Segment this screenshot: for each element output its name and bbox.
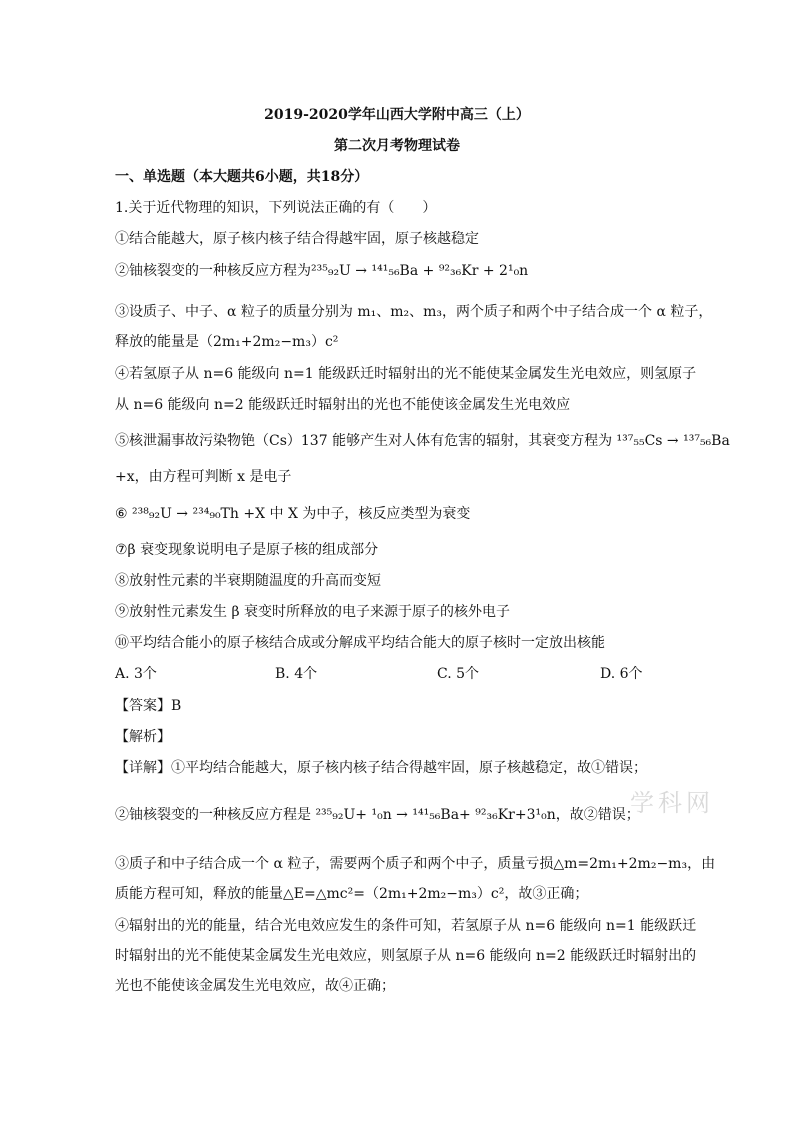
statement-2: [115, 262, 695, 280]
section-heading: 一、单选题（本大题共6小题，共18分）: [115, 169, 369, 185]
detail-3-line-a: ③质子和中子结合成一个 α 粒子，需要两个质子和两个中子，质量亏损△m=2m₁+2m₂−m₃，由: [115, 856, 716, 872]
option-b: B. 4个: [275, 666, 318, 682]
statement-10: ⑩平均结合能小的原子核结合成或分解成平均结合能大的原子核时一定放出核能: [115, 635, 605, 651]
statement-3-line-a: ③设质子、中子、α 粒子的质量分别为 m₁、m₂、m₃，两个质子和两个中子结合成一个 α 粒子，: [115, 304, 713, 320]
detail-3-line-b: 质能方程可知，释放的能量△E=△mc²=（2m₁+2m₂−m₃）c²，故③正确；: [115, 886, 589, 902]
question-stem: 1.关于近代物理的知识，下列说法正确的有（ ）: [115, 200, 437, 216]
watermark: 学科网: [630, 789, 714, 817]
statement-6: ⑥ ²³⁸₉₂U → ²³⁴₉₀Th +X 中 X 为中子，核反应类型为衰变: [115, 506, 471, 522]
detail-4-line-a: ④辐射出的光的能量，结合光电效应发生的条件可知，若氢原子从 n=6 能级向 n=1 能级跃迁: [115, 918, 697, 934]
exam-title-line2: 第二次月考物理试卷: [334, 138, 460, 154]
exam-title-line1: 2019-2020学年山西大学附中高三（上）: [264, 107, 530, 123]
statement-8: ⑧放射性元素的半衰期随温度的升高而变短: [115, 573, 381, 589]
statement-5-line-a: ⑤核泄漏事故污染物铯（Cs）137 能够产生对人体有危害的辐射，其衰变方程为 ¹³⁷₅₅Cs → ¹³⁷₅₆Ba: [115, 433, 730, 449]
statement-3-line-b: 释放的能量是（2m₁+2m₂−m₃）c²: [115, 334, 339, 350]
statement-5-line-b: +x，由方程可判断 x 是电子: [115, 469, 292, 485]
detail-4-line-c: 光也不能使该金属发生光电效应，故④正确；: [115, 978, 395, 994]
statement-4-line-a: ④若氢原子从 n=6 能级向 n=1 能级跃迁时辐射出的光不能使某金属发生光电效应，则氢原子: [115, 366, 697, 382]
answer-label: 【答案】B: [115, 698, 182, 714]
statement-2-text: ②铀核裂变的一种核反应方程为: [115, 263, 311, 279]
option-a: A. 3个: [115, 666, 157, 682]
option-c: C. 5个: [437, 666, 480, 682]
statement-4-line-b: 从 n=6 能级向 n=2 能级跃迁时辐射出的光也不能使该金属发生光电效应: [115, 397, 571, 413]
detail-1: 【详解】①平均结合能越大，原子核内核子结合得越牢固，原子核越稳定，故①错误；: [115, 760, 647, 776]
statement-2-equation: ²³⁵₉₂U → ¹⁴¹₅₆Ba + ⁹²₃₆Kr + 2¹₀n: [311, 263, 529, 279]
option-d: D. 6个: [600, 666, 643, 682]
detail-4-line-b: 时辐射出的光不能使某金属发生光电效应，则氢原子从 n=6 能级向 n=2 能级跃迁时辐射出的: [115, 948, 697, 964]
detail-2: ②铀核裂变的一种核反应方程是 ²³⁵₉₂U+ ¹₀n → ¹⁴¹₅₆Ba+ ⁹²₃₆Kr+3¹₀n，故②错误；: [115, 807, 640, 823]
statement-1: ①结合能越大，原子核内核子结合得越牢固，原子核越稳定: [115, 231, 479, 247]
statement-7: ⑦β 衰变现象说明电子是原子核的组成部分: [115, 542, 379, 558]
analysis-label: 【解析】: [115, 729, 171, 745]
statement-9: ⑨放射性元素发生 β 衰变时所释放的电子来源于原子的核外电子: [115, 604, 510, 620]
